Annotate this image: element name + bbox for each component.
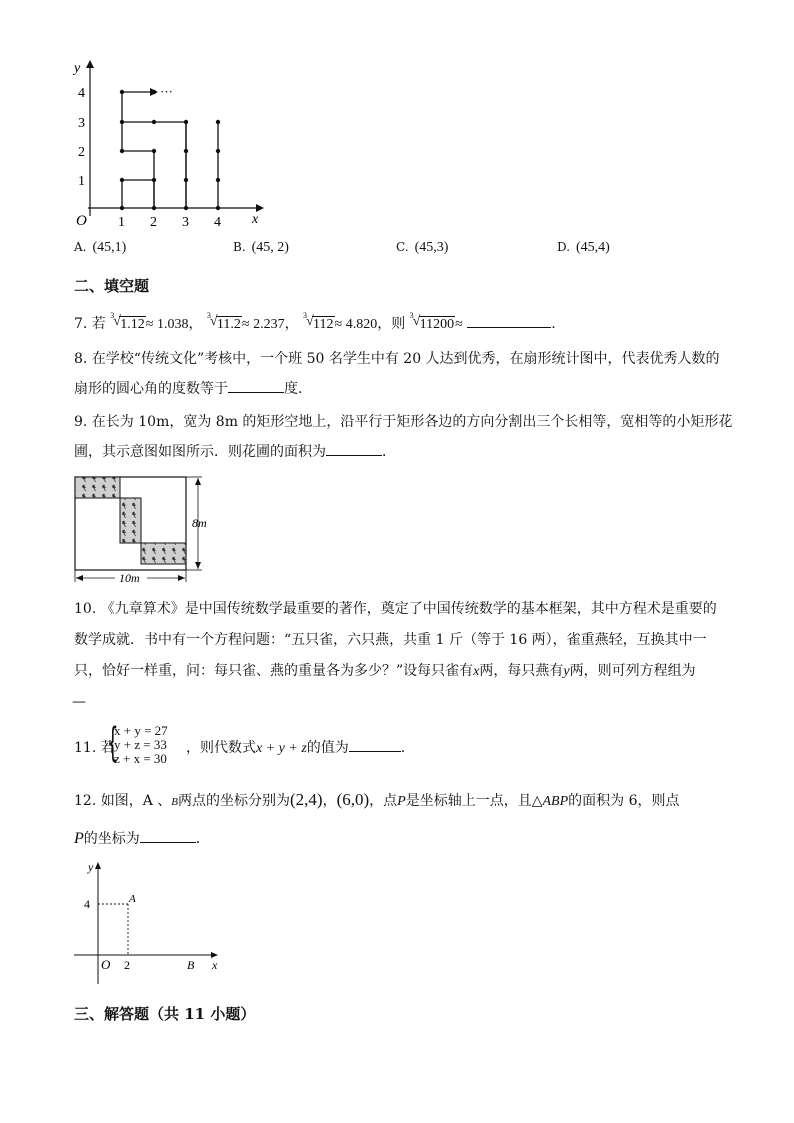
q7-radicand-1: √ 1.12 bbox=[119, 316, 146, 333]
q12-coord-a: (2,4) bbox=[290, 790, 323, 809]
flower-bed-1 bbox=[75, 477, 120, 498]
flower-bed-3 bbox=[141, 543, 186, 564]
q12-text: 的坐标为 bbox=[83, 831, 140, 847]
choice-b[interactable] bbox=[233, 239, 289, 256]
fig3-x-tick-label: 2 bbox=[124, 958, 130, 972]
question-9-line-2 bbox=[74, 441, 396, 461]
cube-root: 3 √ 11.2 bbox=[207, 316, 242, 333]
q9-end: ． bbox=[382, 444, 396, 460]
choice-a[interactable] bbox=[74, 239, 126, 256]
fig3-x-axis-label: x bbox=[212, 958, 218, 972]
q11-expression: x + y + z bbox=[256, 741, 307, 756]
q12-triangle: △ABP bbox=[531, 794, 569, 809]
fig3-y-tick-label: 4 bbox=[84, 897, 90, 911]
answer-blank[interactable] bbox=[140, 830, 196, 843]
fig1-y-tick: 4 bbox=[78, 86, 85, 101]
fig1-y-axis-label: y bbox=[74, 61, 81, 76]
fig1-path bbox=[122, 92, 218, 208]
q12-text: 12. 如图，A 、 bbox=[74, 793, 172, 809]
question-9-line-1: 9. 在长为 10m，宽为 8m 的矩形空地上，沿平行于矩形各边的方向分割出三个长相等，宽相等的小矩形花 bbox=[74, 414, 733, 430]
fig1-y-arrow bbox=[86, 60, 94, 68]
q7-result-3: ≈ 4.820，则 bbox=[334, 317, 406, 332]
q11-text: 的值为 bbox=[306, 740, 349, 756]
garden-figure bbox=[70, 474, 220, 586]
fig1-origin-label: O bbox=[76, 213, 87, 229]
cube-root: 3 √ 1.12 bbox=[110, 316, 146, 333]
q11-prefix: 11. 若 bbox=[74, 740, 115, 756]
fig1-lattice-points bbox=[120, 90, 220, 210]
fig3-y-axis-label: y bbox=[88, 860, 94, 874]
q10-text: 两，每只燕有 bbox=[479, 663, 564, 679]
fig1-x-arrow bbox=[256, 204, 264, 212]
fig1-x-tick: 1 bbox=[118, 215, 125, 230]
choice-d[interactable] bbox=[557, 239, 610, 256]
cube-root: 3 √ 11200 bbox=[410, 316, 455, 333]
fig1-ellipsis: ··· bbox=[160, 84, 173, 99]
question-12-line-1 bbox=[74, 790, 680, 810]
q7-radicand-4: √ 11200 bbox=[419, 316, 455, 333]
q10-text: 两，则可列方程组为 bbox=[569, 663, 696, 679]
q12-var-p: P bbox=[397, 794, 406, 809]
fig1-x-tick: 4 bbox=[214, 215, 221, 230]
q11-text: ，则代数式 bbox=[186, 740, 256, 756]
q11-eq-2: y + z = 33 bbox=[114, 737, 167, 752]
q7-prefix: 7. 若 bbox=[74, 316, 106, 332]
fig1-x-axis-label: x bbox=[252, 212, 259, 227]
coordinate-figure bbox=[70, 858, 230, 988]
q7-radicand-2: √ 11.2 bbox=[216, 316, 242, 333]
question-10-line-2: 数学成就．书中有一个方程问题：“五只雀，六只燕，共重 1 斤（等于 16 两），雀重燕轻，互换其中一 bbox=[74, 632, 707, 648]
q7-result-4: ≈ bbox=[455, 317, 463, 332]
q7-end: . bbox=[551, 316, 556, 332]
q12-text: ，点 bbox=[369, 793, 398, 809]
choice-c[interactable] bbox=[396, 239, 448, 256]
fig1-y-tick: 1 bbox=[78, 174, 85, 189]
section-heading-fill-blank: 二、填空题 bbox=[74, 277, 150, 295]
height-label: 8m bbox=[192, 516, 207, 530]
choice-value: (45,1) bbox=[92, 240, 127, 255]
q12-var-b: B bbox=[171, 796, 179, 808]
q10-var-y: y bbox=[563, 664, 570, 679]
fig1-y-tick: 2 bbox=[78, 145, 85, 160]
choice-label: C. bbox=[396, 240, 409, 254]
fig1-y-tick: 3 bbox=[78, 116, 85, 131]
point-a-label: A bbox=[129, 893, 136, 905]
q11-eq-1: x + y = 27 bbox=[114, 723, 168, 738]
question-10-line-4: — bbox=[72, 694, 86, 710]
q12-text: 两点的坐标分别为 bbox=[178, 793, 291, 809]
choice-label: B. bbox=[233, 240, 246, 254]
q9-text: 圃，其示意图如图所示．则花圃的面积为 bbox=[74, 444, 326, 460]
q10-text: 只，恰好一样重，问：每只雀、燕的重量各为多少？”设每只雀有 bbox=[74, 663, 474, 679]
q12-coord-b: (6,0) bbox=[336, 790, 370, 809]
fig1-x-tick: 3 bbox=[182, 215, 189, 230]
question-10-line-3 bbox=[74, 660, 696, 680]
answer-blank[interactable] bbox=[467, 315, 551, 328]
lattice-path-figure bbox=[68, 56, 278, 234]
question-7 bbox=[74, 313, 556, 333]
q10-var-x: x bbox=[473, 664, 480, 679]
question-10-line-1: 10. 《九章算术》是中国传统数学最重要的著作，奠定了中国传统数学的基本框架，其中方程术是重要的 bbox=[74, 601, 717, 617]
choice-label: D. bbox=[557, 240, 571, 254]
choice-value: (45, 2) bbox=[251, 240, 289, 255]
cube-root: 3 √ 112 bbox=[303, 316, 334, 333]
choice-value: (45,4) bbox=[576, 240, 610, 255]
fig1-x-tick: 2 bbox=[150, 215, 157, 230]
flower-bed-2 bbox=[120, 498, 141, 543]
choice-value: (45,3) bbox=[414, 240, 449, 255]
q8-text: 扇形的圆心角的度数等于 bbox=[74, 381, 228, 397]
choice-label: A. bbox=[74, 240, 87, 254]
q12-var-p: P bbox=[74, 830, 84, 847]
answer-blank[interactable] bbox=[349, 739, 401, 752]
q12-text: 的面积为 6，则点 bbox=[568, 793, 680, 809]
section-heading-solutions: 三、解答题（共 11 小题） bbox=[74, 1005, 256, 1023]
width-label: 10m bbox=[119, 571, 140, 585]
q12-text: ， bbox=[322, 793, 337, 809]
q7-result-1: ≈ 1.038， bbox=[145, 317, 203, 332]
q7-radicand-3: √ 112 bbox=[312, 316, 334, 333]
answer-blank[interactable] bbox=[228, 380, 284, 393]
q8-unit: 度. bbox=[284, 381, 303, 397]
question-8-line-1: 8. 在学校“传统文化”考核中，一个班 50 名学生中有 20 人达到优秀，在扇形统计图中，代表优秀人数的 bbox=[74, 351, 720, 367]
question-8-line-2 bbox=[74, 378, 302, 398]
equation-brace: { bbox=[107, 720, 119, 766]
answer-blank[interactable] bbox=[326, 443, 382, 456]
q12-end: ． bbox=[195, 831, 210, 847]
fig3-y-arrow bbox=[95, 862, 101, 869]
q12-text: 是坐标轴上一点，且 bbox=[405, 793, 532, 809]
question-12-line-2 bbox=[74, 828, 210, 848]
q7-result-2: ≈ 2.237， bbox=[241, 317, 299, 332]
point-b-label: B bbox=[187, 958, 195, 972]
fig3-origin-label: O bbox=[101, 957, 111, 972]
q11-eq-3: z + x = 30 bbox=[114, 751, 167, 766]
q11-end: . bbox=[400, 740, 406, 756]
